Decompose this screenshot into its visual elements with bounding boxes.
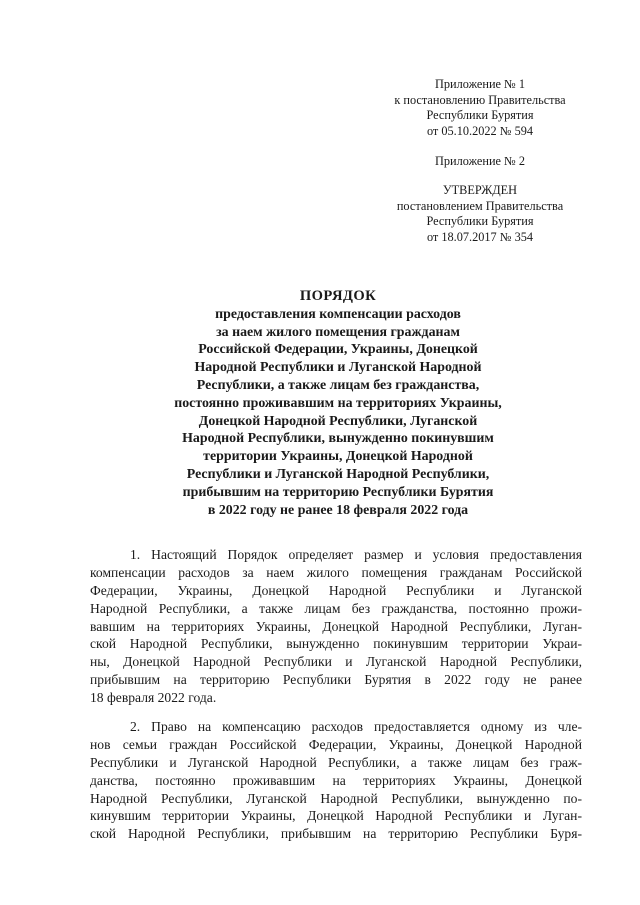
title-line: Республики и Луганской Народной Республики,	[186, 466, 490, 482]
title-line: в 2022 году не ранее 18 февраля 2022 года	[207, 502, 469, 518]
title-line: Республики, а также лицам без гражданства,	[196, 377, 480, 393]
title-line: прибывшим на территорию Республики Бурятия	[182, 484, 494, 500]
title-line: Российской Федерации, Украины, Донецкой	[198, 342, 478, 358]
paragraph-line: прибывшим на территорию Республики Бурятия в 2022 году не ранее	[90, 672, 582, 688]
paragraph-line: Народной Республики, а также лицам без гражданства, постоянно прожи-	[90, 600, 582, 616]
paragraph-line: Республики и Луганской Народной Республики, а также лицам без граж-	[90, 754, 582, 770]
paragraph-line: 18 февраля 2022 года.	[90, 690, 217, 706]
appendix-1-date: от 05.10.2022 № 594	[426, 123, 534, 138]
title-line: за наем жилого помещения гражданам	[216, 324, 460, 340]
paragraph-2	[90, 718, 582, 843]
title-line: постоянно проживавшим на территориях Украины,	[174, 395, 502, 411]
document-title	[90, 288, 586, 519]
approval-stamp	[370, 183, 590, 245]
appendix-2-title: Приложение № 2	[434, 154, 526, 168]
appendix-2-header	[370, 154, 590, 170]
paragraph-1	[90, 546, 582, 707]
approved-republic: Республики Бурятия	[426, 214, 534, 229]
paragraph-line: ской Народной Республики, прибывшим на территорию Республики Буря-	[90, 826, 582, 842]
paragraph-line: нов семьи граждан Российской Федерации, Украины, Донецкой Народной	[90, 736, 582, 752]
paragraph-line: ской Народной Республики, вынужденно покинувшим территории Украи-	[90, 636, 582, 652]
paragraph-line: кинувшим территории Украины, Донецкой Народной Республики и Луган-	[90, 808, 582, 824]
approved-date: от 18.07.2017 № 354	[426, 229, 534, 244]
appendix-1-republic: Республики Бурятия	[426, 108, 534, 123]
title-line: Донецкой Народной Республики, Луганской	[198, 413, 478, 429]
title-heading: ПОРЯДОК	[299, 288, 377, 304]
title-line: предоставления компенсации расходов	[215, 306, 461, 322]
paragraph-line: Федерации, Украины, Донецкой Народной Республики и Луганской	[90, 582, 582, 598]
title-line: Народной Республики и Луганской Народной	[194, 360, 482, 376]
title-line: территории Украины, Донецкой Народной	[203, 449, 473, 465]
appendix-1-header	[370, 77, 590, 139]
title-line: Народной Республики, вынужденно покинувшим	[182, 431, 494, 447]
approved-resolution: постановлением Правительства	[396, 198, 564, 213]
paragraph-line: ны, Донецкой Народной Республики и Луганской Народной Республики,	[90, 654, 582, 670]
paragraph-line: 1. Настоящий Порядок определяет размер и условия предоставления	[130, 547, 582, 562]
paragraph-line: Народной Республики, Луганской Народной Республики, вынужденно по-	[90, 790, 582, 806]
appendix-1-resolution: к постановлению Правительства	[394, 92, 566, 107]
appendix-1-title: Приложение № 1	[434, 77, 526, 91]
paragraph-line: вавшим на территориях Украины, Донецкой Народной Республики, Луган-	[90, 618, 582, 634]
paragraph-line: данства, постоянно проживавшим на территориях Украины, Донецкой	[90, 772, 582, 788]
paragraph-line: компенсации расходов за наем жилого помещения гражданам Российской	[90, 564, 582, 580]
paragraph-line: 2. Право на компенсацию расходов предоставляется одному из чле-	[130, 719, 582, 734]
approved-word: УТВЕРЖДЕН	[442, 183, 518, 197]
